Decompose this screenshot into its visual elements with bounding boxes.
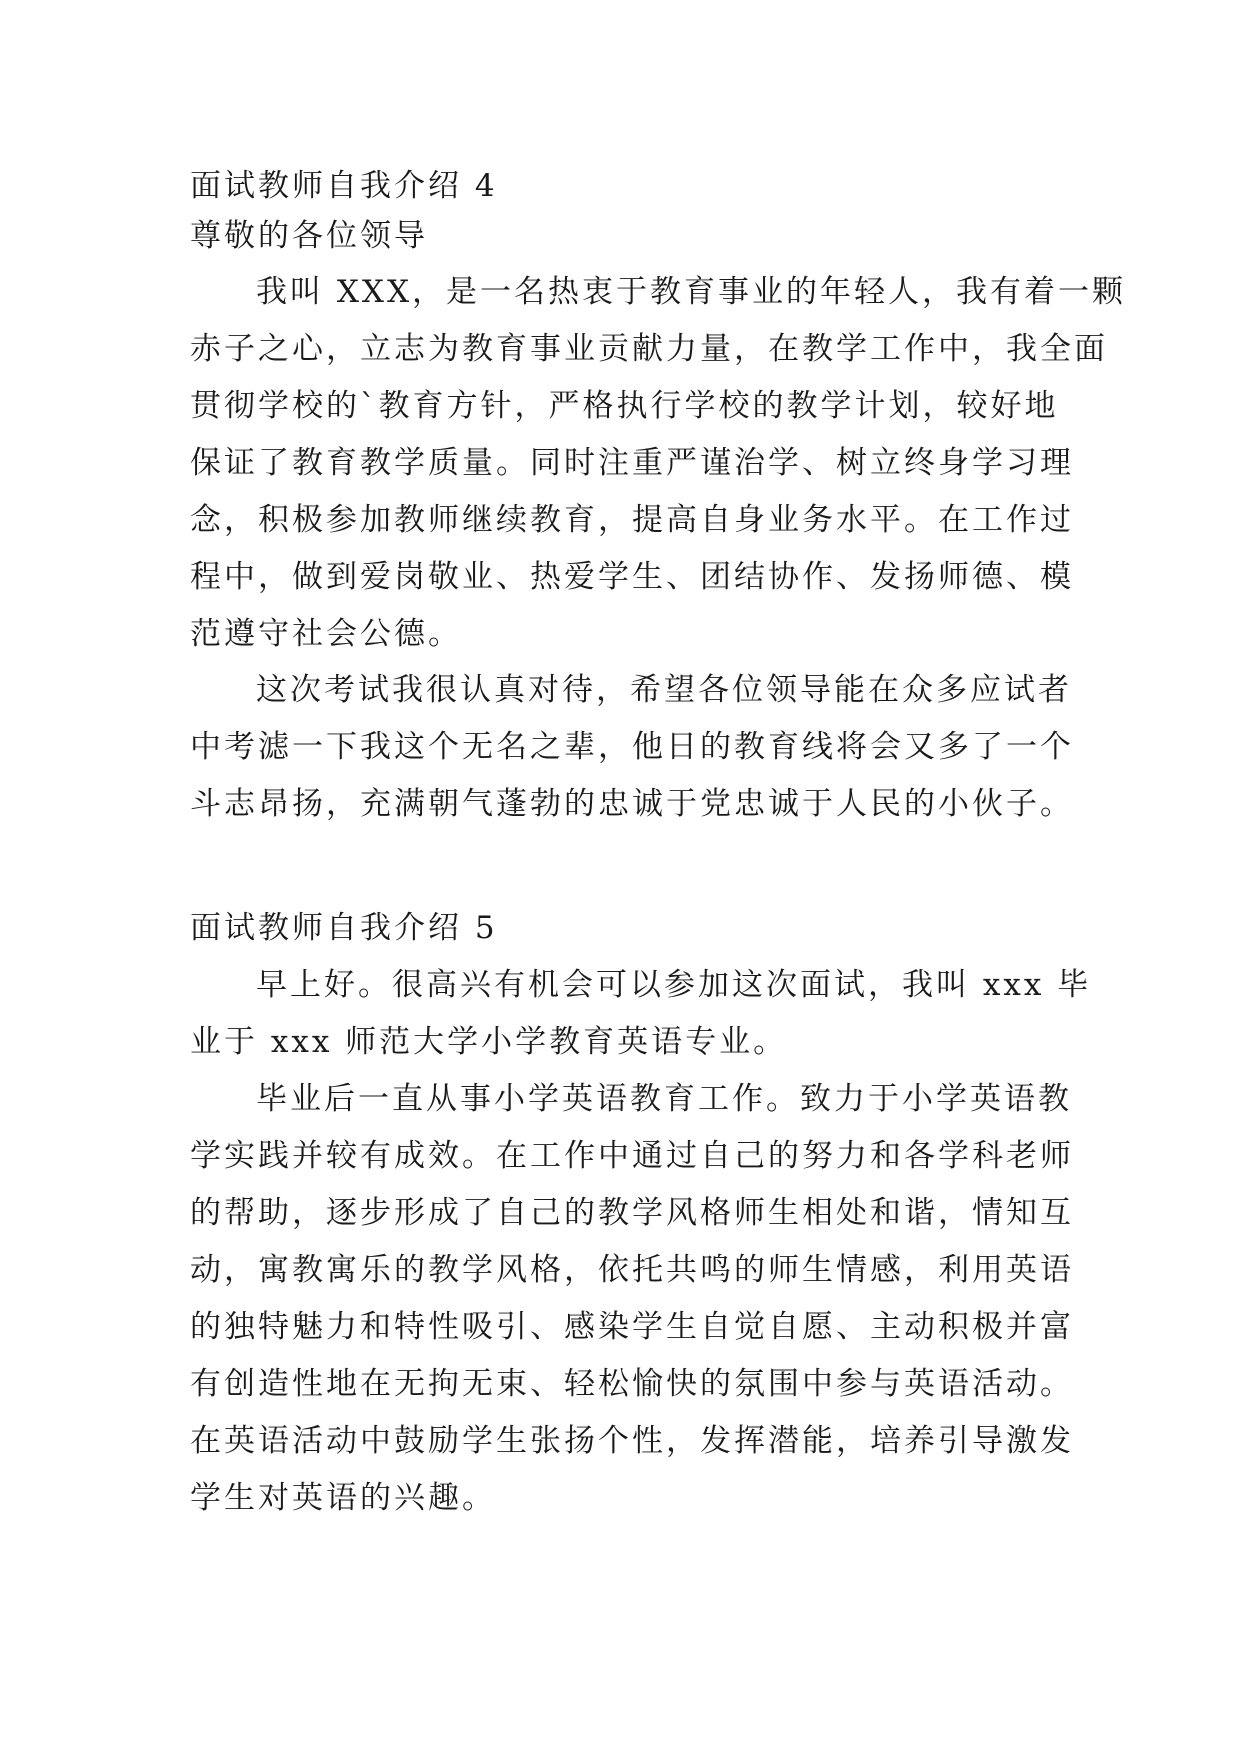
paragraph-line: 早上好。很高兴有机会可以参加这次面试，我叫 xxx 毕 [256, 967, 1092, 1003]
section-5-title: 面试教师自我介绍 5 [190, 910, 498, 946]
paragraph-line: 的帮助，逐步形成了自己的教学风格师生相处和谐，情知互 [190, 1195, 1074, 1231]
paragraph-line: 业于 xxx 师范大学小学教育英语专业。 [190, 1024, 788, 1060]
salutation: 尊敬的各位领导 [190, 218, 428, 254]
paragraph-line: 贯彻学校的`教育方针，严格执行学校的教学计划，较好地 [190, 388, 1059, 424]
paragraph-line: 中考滤一下我这个无名之辈，他日的教育线将会又多了一个 [190, 729, 1074, 765]
paragraph-line: 在英语活动中鼓励学生张扬个性，发挥潜能，培养引导激发 [190, 1423, 1074, 1459]
paragraph-line: 的独特魅力和特性吸引、感染学生自觉自愿、主动积极并富 [190, 1309, 1074, 1345]
paragraph-line: 念，积极参加教师继续教育，提高自身业务水平。在工作过 [190, 502, 1074, 538]
paragraph-line: 程中，做到爱岗敬业、热爱学生、团结协作、发扬师德、模 [190, 559, 1074, 595]
paragraph-line: 动，寓教寓乐的教学风格，依托共鸣的师生情感，利用英语 [190, 1252, 1074, 1288]
paragraph-line: 学生对英语的兴趣。 [190, 1480, 496, 1516]
paragraph-line: 斗志昂扬，充满朝气蓬勃的忠诚于党忠诚于人民的小伙子。 [190, 786, 1074, 822]
paragraph-line: 保证了教育教学质量。同时注重严谨治学、树立终身学习理 [190, 445, 1074, 481]
section-4-title: 面试教师自我介绍 4 [190, 168, 498, 204]
paragraph-line: 我叫 XXX，是一名热衷于教育事业的年轻人，我有着一颗 [256, 274, 1127, 310]
paragraph-line: 学实践并较有成效。在工作中通过自己的努力和各学科老师 [190, 1138, 1074, 1174]
paragraph-line: 这次考试我很认真对待，希望各位领导能在众多应试者 [256, 672, 1072, 708]
paragraph-line: 有创造性地在无拘无束、轻松愉快的氛围中参与英语活动。 [190, 1366, 1074, 1402]
paragraph-line: 范遵守社会公德。 [190, 616, 462, 652]
paragraph-line: 毕业后一直从事小学英语教育工作。致力于小学英语教 [256, 1081, 1072, 1117]
paragraph-line: 赤子之心，立志为教育事业贡献力量，在教学工作中，我全面 [190, 331, 1108, 367]
